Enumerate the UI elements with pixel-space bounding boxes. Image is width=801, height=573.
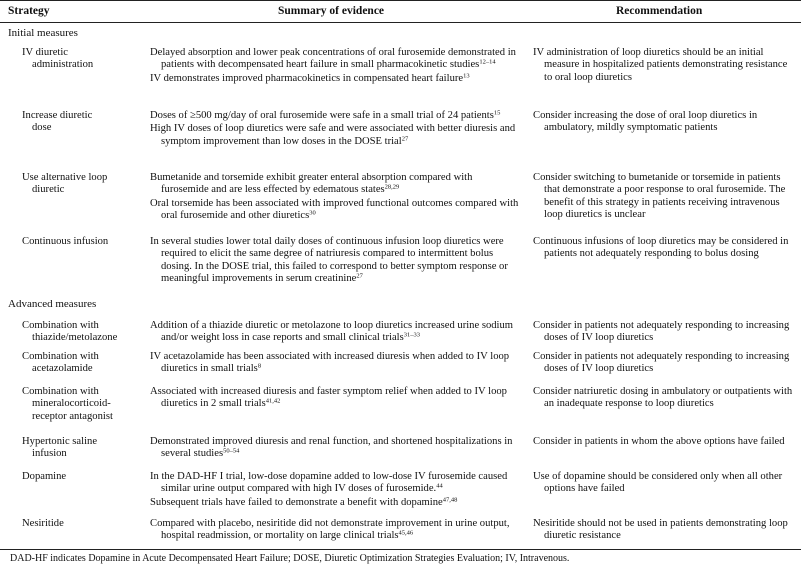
evidence-text: Demonstrated improved diuresis and renal function, and shortened hospitalizations in several studies <box>150 436 513 460</box>
strategy-line: thiazide/metolazone <box>32 332 118 344</box>
reference-superscript: 45,46 <box>398 529 414 537</box>
evidence-text: Bumetanide and torsemide exhibit greater enteral absorption compared with furosemide and are less effected by edematous states <box>150 172 473 196</box>
reference-superscript: 31–33 <box>403 331 420 339</box>
recommendation-text: Continuous infusions of loop diuretics may be considered in patients not adequately responding to bolus dosing <box>533 236 789 260</box>
strategy-line: dose <box>32 122 52 134</box>
evidence-text: Compared with placebo, nesiritide did not demonstrate improvement in urine output, hospital readmission, or mortality on large clinical trials <box>150 518 510 542</box>
strategy-line: administration <box>32 59 94 71</box>
recommendation-text: Consider in patients not adequately responding to increasing doses of IV loop diuretics <box>533 351 790 375</box>
header-recommendation: Recommendation <box>616 5 703 17</box>
reference-superscript: 12–14 <box>479 58 496 66</box>
recommendation-text: Consider in patients in whom the above options have failed <box>533 436 785 447</box>
evidence-statement <box>150 123 522 148</box>
recommendation-cell <box>533 386 795 411</box>
strategy-cell <box>22 320 140 345</box>
evidence-text: IV demonstrates improved pharmacokinetics in compensated heart failure <box>150 72 464 84</box>
recommendation-cell <box>533 172 795 222</box>
recommendation-text: Consider in patients not adequately responding to increasing doses of IV loop diuretics <box>533 320 790 344</box>
strategy-cell <box>22 518 140 530</box>
recommendation-cell <box>533 471 795 496</box>
reference-superscript: 13 <box>463 72 470 80</box>
strategy-cell <box>22 236 140 248</box>
evidence-text: High IV doses of loop diuretics were safe and were associated with better diuresis and symptom improvement than low doses in the DOSE trial <box>150 123 516 147</box>
strategy-cell <box>22 436 140 461</box>
strategy-line: Hypertonic saline <box>22 436 98 447</box>
evidence-text: Oral torsemide has been associated with improved functional outcomes compared with oral furosemide and other diuretics <box>150 197 519 222</box>
evidence-cell <box>150 236 522 286</box>
recommendation-cell <box>533 236 795 261</box>
strategy-line: Nesiritide <box>22 518 64 529</box>
recommendation-text: IV administration of loop diuretics should be an initial measure in hospitalized patients demonstrating resistance to oral loop diuretics <box>533 47 788 83</box>
evidence-cell <box>150 518 522 543</box>
reference-superscript: 27 <box>356 272 363 280</box>
strategy-line: Combination with <box>22 320 99 331</box>
strategy-line: IV diuretic <box>22 47 68 58</box>
evidence-statement <box>150 436 522 461</box>
evidence-text: IV acetazolamide has been associated with increased diuresis when added to IV loop diuretics in small trials <box>150 351 510 375</box>
strategy-cell <box>22 172 140 197</box>
evidence-text: Subsequent trials have failed to demonstrate a benefit with dopamine <box>150 496 443 508</box>
reference-superscript: 50–54 <box>223 447 240 455</box>
evidence-statement <box>150 320 522 345</box>
evidence-statement <box>150 110 522 122</box>
evidence-statement <box>150 386 522 411</box>
strategy-line: Continuous infusion <box>22 236 109 247</box>
evidence-text: Doses of ≥500 mg/day of oral furosemide were safe in a small trial of 24 patients <box>150 110 494 121</box>
strategy-line: acetazolamide <box>32 363 93 375</box>
reference-superscript: 44 <box>436 482 443 490</box>
table-footnote: DAD-HF indicates Dopamine in Acute Decompensated Heart Failure; DOSE, Diuretic Optimization Strategies Evaluation; IV, Intravenous. <box>10 553 570 564</box>
strategy-cell <box>22 47 140 72</box>
reference-superscript: 47,48 <box>442 496 458 504</box>
strategy-cell <box>22 110 140 135</box>
section-title: Initial measures <box>8 27 78 39</box>
recommendation-cell <box>533 518 795 543</box>
evidence-statement <box>150 198 522 223</box>
evidence-statement <box>150 497 522 509</box>
strategy-cell <box>22 386 140 423</box>
table-top-rule <box>0 0 801 1</box>
recommendation-text: Use of dopamine should be considered only when all other options have failed <box>533 471 783 495</box>
strategy-line: Combination with <box>22 351 99 362</box>
evidence-statement <box>150 471 522 496</box>
strategy-line: Increase diuretic <box>22 110 93 121</box>
evidence-statement <box>150 518 522 543</box>
evidence-cell <box>150 110 522 148</box>
recommendation-text: Consider switching to bumetanide or torsemide in patients that demonstrate a poor response to oral furosemide. The benefit of this strategy in patients receiving intravenous loop diuretics is unclear <box>533 172 786 221</box>
strategy-line: mineralocorticoid- <box>32 398 111 410</box>
strategy-line: receptor antagonist <box>32 410 113 422</box>
strategy-line: Dopamine <box>22 471 67 482</box>
strategy-line: Combination with <box>22 386 99 397</box>
evidence-statement <box>150 351 522 376</box>
reference-superscript: 41,42 <box>265 397 281 405</box>
table-bottom-rule <box>0 549 801 550</box>
header-strategy: Strategy <box>8 5 50 17</box>
recommendation-cell <box>533 351 795 376</box>
recommendation-text: Nesiritide should not be used in patients demonstrating loop diuretic resistance <box>533 518 788 542</box>
evidence-statement <box>150 73 522 85</box>
evidence-text: In the DAD-HF I trial, low-dose dopamine added to low-dose IV furosemide caused similar urine output compared with high IV doses of furosemide. <box>150 471 508 495</box>
recommendation-text: Consider increasing the dose of oral loop diuretics in ambulatory, mildly symptomatic patients <box>533 110 758 134</box>
evidence-cell <box>150 471 522 509</box>
evidence-cell <box>150 436 522 461</box>
section-title: Advanced measures <box>8 298 97 310</box>
evidence-cell <box>150 320 522 345</box>
evidence-text: Associated with increased diuresis and faster symptom relief when added to IV loop diuretics in 2 small trials <box>150 386 507 410</box>
recommendation-text: Consider natriuretic dosing in ambulatory or outpatients with an inadequate response to loop diuretics <box>533 386 793 410</box>
evidence-cell <box>150 386 522 411</box>
recommendation-cell <box>533 436 795 448</box>
strategy-line: infusion <box>32 448 67 460</box>
reference-superscript: 27 <box>401 135 409 143</box>
evidence-cell <box>150 47 522 85</box>
evidence-text: Addition of a thiazide diuretic or metolazone to loop diuretics increased urine sodium and/or weight loss in case reports and small clinical trials <box>150 320 514 344</box>
evidence-cell <box>150 351 522 376</box>
evidence-statement <box>150 236 522 286</box>
header-evidence: Summary of evidence <box>278 5 385 17</box>
evidence-cell <box>150 172 522 223</box>
evidence-statement <box>150 172 522 197</box>
reference-superscript: 28,29 <box>384 183 400 191</box>
strategy-cell <box>22 351 140 376</box>
reference-superscript: 8 <box>257 362 262 370</box>
strategy-cell <box>22 471 140 483</box>
reference-superscript: 15 <box>493 109 501 117</box>
recommendation-cell <box>533 110 795 135</box>
evidence-text: Delayed absorption and lower peak concentrations of oral furosemide demonstrated in patients with decompensated heart failure in small pharmacokinetic studies <box>150 47 516 71</box>
recommendation-cell <box>533 47 795 84</box>
evidence-text: In several studies lower total daily doses of continuous infusion loop diuretics were required to elicit the same degree of natriuresis compared to intermittent bolus dosing. In the DOSE trial, this failed to correspond to better symptom response or meaningful improvements in serum creatinine <box>150 236 508 285</box>
strategy-line: diuretic <box>32 184 65 196</box>
strategy-line: Use alternative loop <box>22 172 108 183</box>
header-rule <box>0 22 801 23</box>
evidence-statement <box>150 47 522 72</box>
recommendation-cell <box>533 320 795 345</box>
reference-superscript: 30 <box>309 209 316 217</box>
